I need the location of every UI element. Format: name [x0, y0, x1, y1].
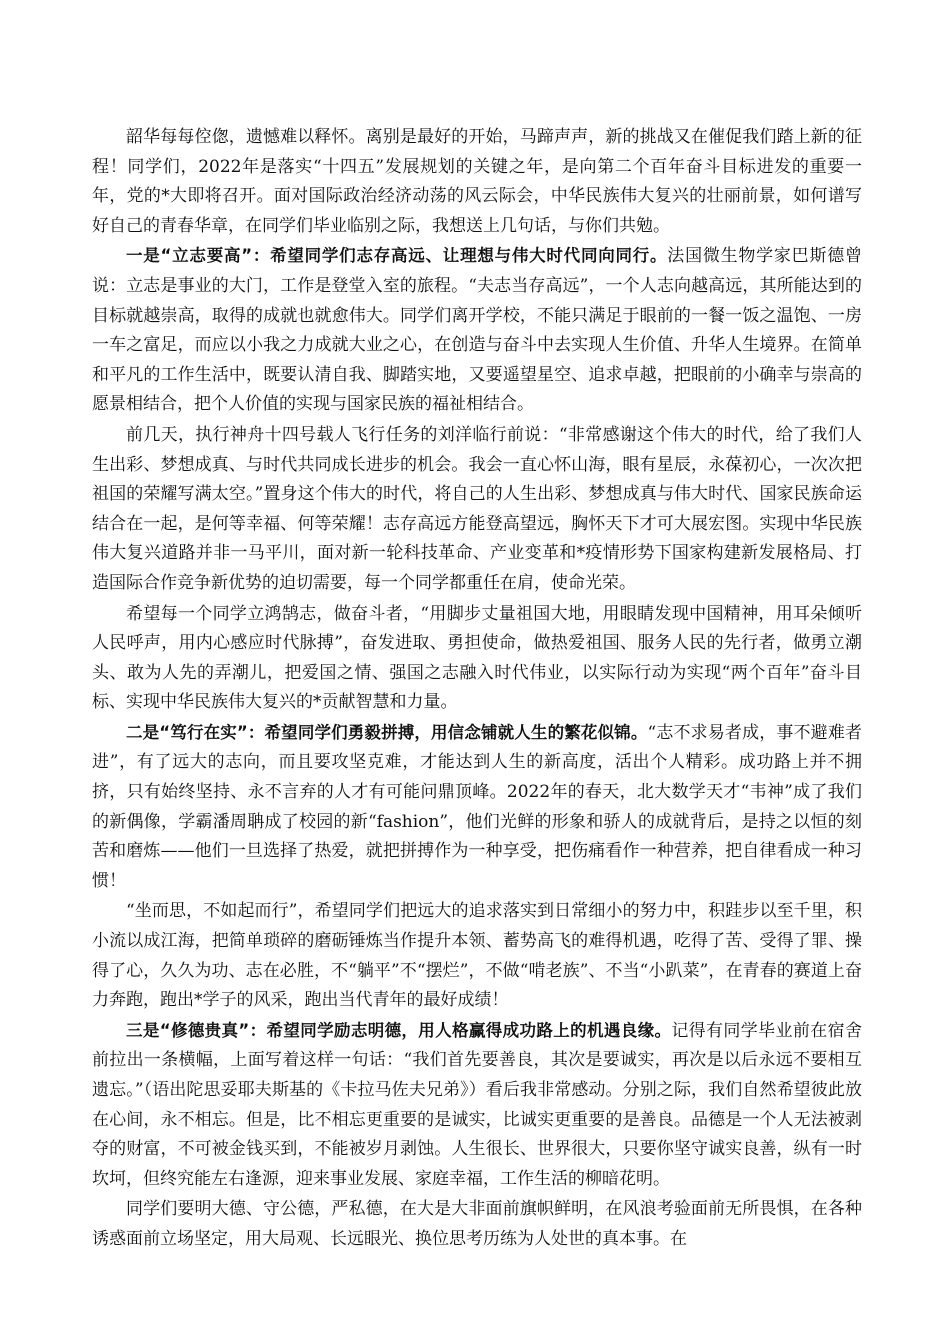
paragraph-text: 记得有同学毕业前在宿舍前拉出一条横幅，上面写着这样一句话：“我们首先要善良，其次是要诚实，再次是以后永远不要相互遗忘。”（语出陀思妥耶夫斯基的《卡拉马佐夫兄弟》）看后我非常感动。分别之际，我们自然希望彼此放在心间，永不相忘。但是，比不相忘更重要的是诚实，比诚实更重要的是善良。品德是一个人无法被剥夺的财富，不可被金钱买到，不能被岁月剥蚀。人生很长、世界很大，只要你坚守诚实良善，纵有一时坎坷，但终究能左右逢源，迎来事业发展、家庭幸福，工作生活的柳暗花明。 — [92, 1020, 862, 1189]
paragraph-text: “坐而思，不如起而行”，希望同学们把远大的追求落实到日常细小的努力中，积跬步以至千里，积小流以成江海，把简单琐碎的磨砺锤炼当作提升本领、蓄势高飞的难得机遇，吃得了苦、受得了罪、操得了心，久久为功、志在必胜，不“躺平”不“摆烂”，不做“啃老族”、不当“小趴菜”，在青春的赛道上奋力奔跑，跑出*学子的风采，跑出当代青年的最好成绩！ — [92, 901, 862, 1011]
paragraph-action — [92, 896, 862, 1015]
paragraph-point-two — [92, 718, 862, 897]
paragraph-lead: 二是“笃行在实”：希望同学们勇毅拼搏，用信念铺就人生的繁花似锦。 — [126, 722, 648, 742]
document-body — [92, 122, 862, 1255]
paragraph-text: “志不求易者成，事不避难者进”，有了远大的志向，而且要攻坚克难，才能达到人生的新高度，活出个人精彩。成功路上并不拥挤，只有始终坚持、永不言弃的人才有可能问鼎顶峰。2022年的春天，北大数学天才“韦神”成了我们的新偶像，学霸潘周聃成了校园的新“fashion”，他们光鲜的形象和骄人的成就背后，是持之以恒的刻苦和磨炼——他们一旦选择了热爱，就把拼搏作为一种享受，把伤痛看作一种营养，把自律看成一种习惯！ — [92, 722, 862, 891]
paragraph-point-one — [92, 241, 862, 420]
paragraph-aspiration — [92, 599, 862, 718]
paragraph-shenzhou — [92, 420, 862, 599]
paragraph-lead: 一是“立志要高”：希望同学们志存高远、让理想与伟大时代同向同行。 — [126, 246, 668, 266]
paragraph-point-three — [92, 1016, 862, 1195]
paragraph-virtue — [92, 1194, 862, 1254]
paragraph-intro — [92, 122, 862, 241]
paragraph-text: 法国微生物学家巴斯德曾说：立志是事业的大门，工作是登堂入室的旅程。“夫志当存高远”，一个人志向越高远，其所能达到的目标就越崇高，取得的成就也就愈伟大。同学们离开学校，不能只满足于眼前的一餐一饭之温饱、一房一车之富足，而应以小我之力成就大业之心，在创造与奋斗中去实现人生价值、升华人生境界。在简单和平凡的工作生活中，既要认清自我、脚踏实地，又要遥望星空、追求卓越，把眼前的小确幸与崇高的愿景相结合，把个人价值的实现与国家民族的福祉相结合。 — [92, 246, 862, 415]
paragraph-lead: 三是“修德贵真”：希望同学励志明德，用人格赢得成功路上的机遇良缘。 — [126, 1020, 672, 1040]
paragraph-text: 同学们要明大德、守公德，严私德，在大是大非面前旗帜鲜明，在风浪考验面前无所畏惧，在各种诱惑面前立场坚定，用大局观、长远眼光、换位思考历练为人处世的真本事。在 — [92, 1199, 862, 1249]
paragraph-text: 希望每一个同学立鸿鹄志，做奋斗者，“用脚步丈量祖国大地，用眼睛发现中国精神，用耳朵倾听人民呼声，用内心感应时代脉搏”，奋发进取、勇担使命，做热爱祖国、服务人民的先行者，做勇立潮头、敢为人先的弄潮儿，把爱国之情、强国之志融入时代伟业，以实际行动为实现“两个百年”奋斗目标、实现中华民族伟大复兴的*贡献智慧和力量。 — [92, 603, 862, 713]
paragraph-text: 韶华每每倥偬，遗憾难以释怀。离别是最好的开始，马蹄声声，新的挑战又在催促我们踏上新的征程！同学们，2022年是落实“十四五”发展规划的关键之年，是向第二个百年奋斗目标进发的重要一年，党的*大即将召开。面对国际政治经济动荡的风云际会，中华民族伟大复兴的壮丽前景，如何谱写好自己的青春华章，在同学们毕业临别之际，我想送上几句话，与你们共勉。 — [92, 127, 862, 236]
paragraph-text: 前几天，执行神舟十四号载人飞行任务的刘洋临行前说：“非常感谢这个伟大的时代，给了我们人生出彩、梦想成真、与时代共同成长进步的机会。我会一直心怀山海，眼有星辰，永葆初心，一次次把祖国的荣耀写满太空。”置身这个伟大的时代，将自己的人生出彩、梦想成真与伟大时代、国家民族命运结合在一起，是何等幸福、何等荣耀！志存高远方能登高望远，胸怀天下才可大展宏图。实现中华民族伟大复兴道路并非一马平川，面对新一轮科技革命、产业变革和*疫情形势下国家构建新发展格局、打造国际合作竞争新优势的迫切需要，每一个同学都重任在肩，使命光荣。 — [92, 424, 862, 593]
